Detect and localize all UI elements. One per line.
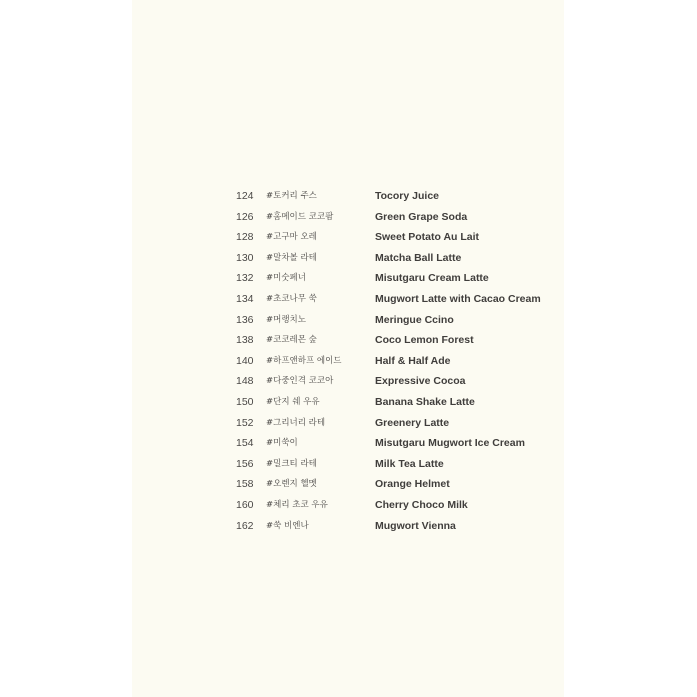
toc-page-number: 148 <box>236 375 254 388</box>
toc-row <box>236 413 556 434</box>
toc-row <box>236 454 556 475</box>
toc-english-title: Misutgaru Cream Latte <box>375 272 489 285</box>
toc-english-title: Green Grape Soda <box>375 210 468 223</box>
table-of-contents <box>236 186 556 536</box>
toc-english-title: Misutgaru Mugwort Ice Cream <box>375 437 525 450</box>
toc-korean-title: #오렌지 헬멧 <box>266 479 317 490</box>
toc-korean-title: #초코나무 쑥 <box>266 293 317 304</box>
toc-english-title: Half & Half Ade <box>375 354 451 367</box>
toc-english-title: Sweet Potato Au Lait <box>375 231 480 244</box>
toc-english-title: Cherry Choco Milk <box>375 498 468 511</box>
toc-english-title: Mugwort Vienna <box>375 519 456 532</box>
toc-page-number: 158 <box>236 478 254 491</box>
toc-page-number: 150 <box>236 395 254 408</box>
toc-row <box>236 330 556 351</box>
toc-row <box>236 474 556 495</box>
toc-page-number: 132 <box>236 272 254 285</box>
toc-page-number: 140 <box>236 354 254 367</box>
toc-row <box>236 207 556 228</box>
toc-korean-title: #단지 쉐 우유 <box>266 396 320 407</box>
toc-page-number: 124 <box>236 190 254 202</box>
toc-row <box>236 433 556 454</box>
toc-page-number: 156 <box>236 457 254 470</box>
toc-korean-title: #다중인격 코코아 <box>266 376 334 387</box>
toc-page-number: 154 <box>236 437 254 450</box>
toc-english-title: Mugwort Latte with Cacao Cream <box>375 292 541 305</box>
toc-korean-title: #머랭치노 <box>266 314 306 325</box>
toc-korean-title: #말차볼 라테 <box>266 252 317 263</box>
toc-row <box>236 516 556 537</box>
toc-row <box>236 268 556 289</box>
toc-page-number: 160 <box>236 498 254 511</box>
toc-korean-title: #홈메이드 코코팜 <box>266 211 334 222</box>
toc-english-title: Banana Shake Latte <box>375 395 475 408</box>
toc-page-number: 126 <box>236 210 254 223</box>
toc-korean-title: #토커리 주스 <box>266 191 317 201</box>
toc-korean-title: #미숫페너 <box>266 273 306 284</box>
toc-row <box>236 248 556 269</box>
toc-row <box>236 495 556 516</box>
toc-korean-title: #밀크티 라테 <box>266 458 317 469</box>
toc-english-title: Matcha Ball Latte <box>375 251 462 264</box>
toc-korean-title: #코코레몬 숲 <box>266 335 317 346</box>
toc-row <box>236 186 556 207</box>
toc-row <box>236 351 556 372</box>
toc-english-title: Meringue Ccino <box>375 313 454 326</box>
toc-row <box>236 371 556 392</box>
toc-page-number: 130 <box>236 251 254 264</box>
toc-english-title: Orange Helmet <box>375 478 450 491</box>
toc-page-number: 134 <box>236 292 254 305</box>
toc-english-title: Tocory Juice <box>375 190 439 202</box>
toc-english-title: Greenery Latte <box>375 416 450 429</box>
toc-korean-title: #미쑥이 <box>266 438 298 449</box>
toc-row <box>236 310 556 331</box>
toc-korean-title: #하프앤하프 에이드 <box>266 355 342 366</box>
toc-korean-title: #고구마 오레 <box>266 232 317 243</box>
toc-english-title: Milk Tea Latte <box>375 457 444 470</box>
toc-korean-title: #그리너리 라테 <box>266 417 326 428</box>
toc-page-number: 136 <box>236 313 254 326</box>
toc-row <box>236 392 556 413</box>
toc-english-title: Coco Lemon Forest <box>375 334 474 347</box>
toc-korean-title: #쑥 비엔나 <box>266 520 309 531</box>
toc-page-number: 128 <box>236 231 254 244</box>
toc-row <box>236 227 556 248</box>
toc-page-number: 152 <box>236 416 254 429</box>
toc-page-number: 138 <box>236 334 254 347</box>
toc-korean-title: #체리 초코 우유 <box>266 499 328 510</box>
toc-english-title: Expressive Cocoa <box>375 375 466 388</box>
toc-row <box>236 289 556 310</box>
toc-page-number: 162 <box>236 519 254 532</box>
